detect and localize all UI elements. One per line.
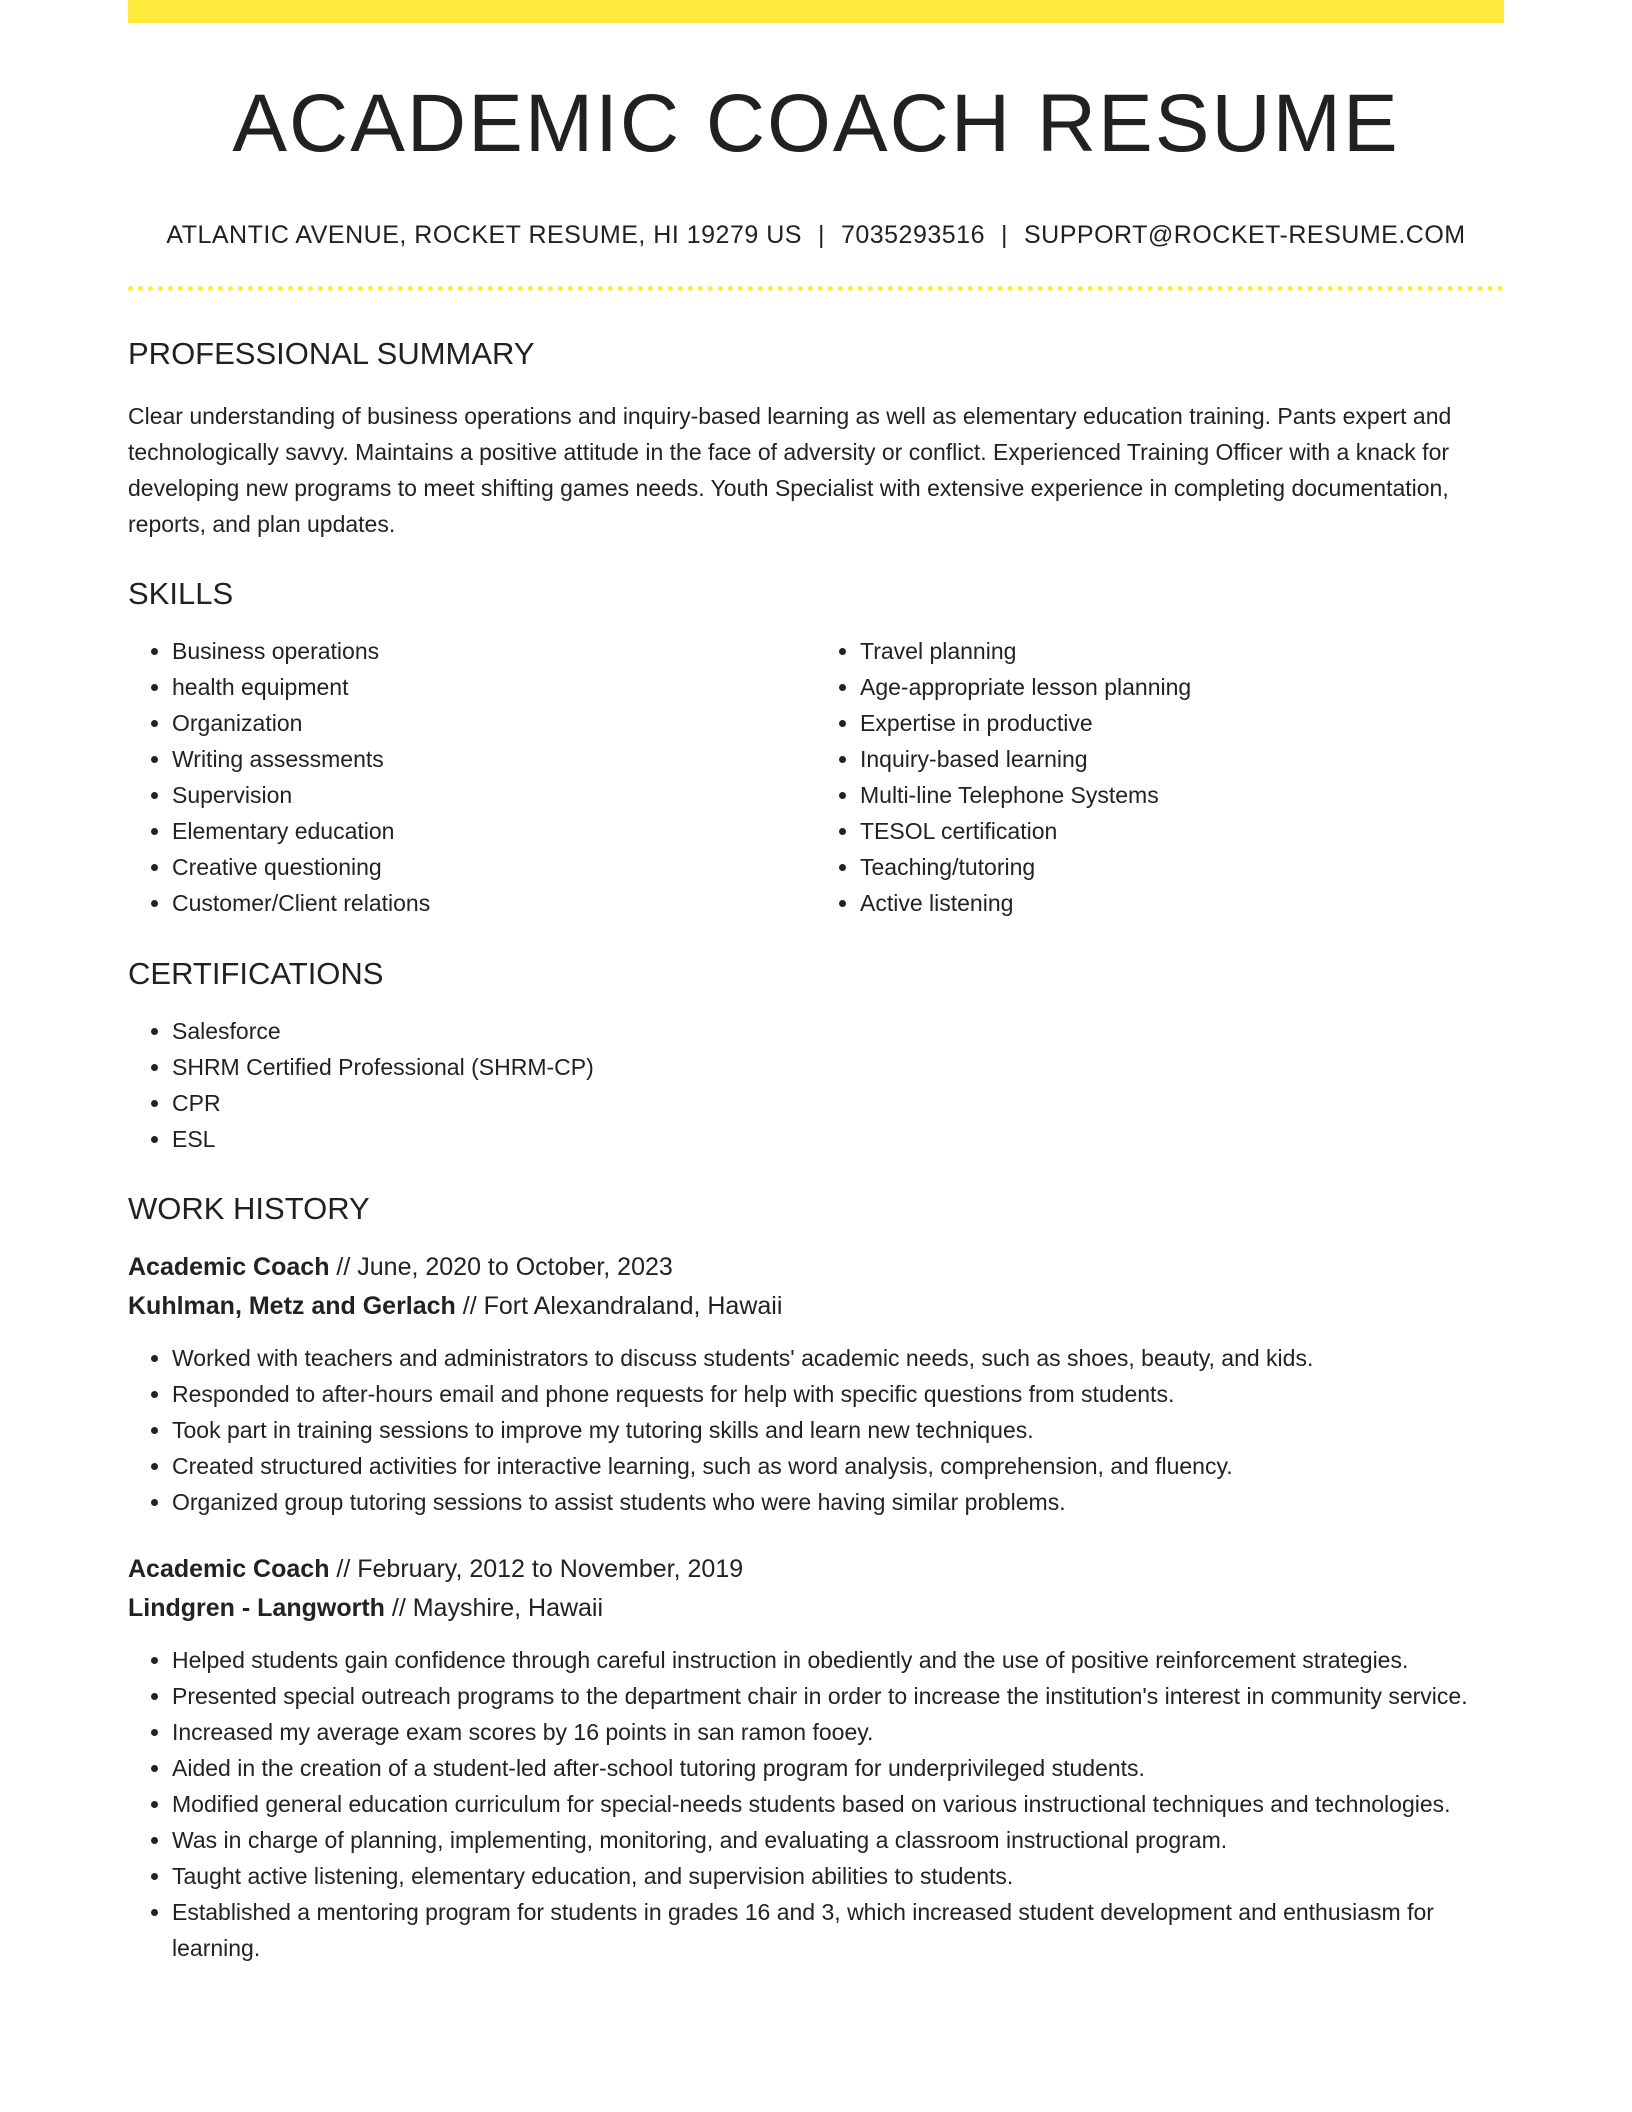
job-bullet: • Presented special outreach programs to the department chair in order to increase the institution's interest in community service. xyxy=(172,1678,1504,1714)
summary-section xyxy=(128,338,1504,542)
job-title: Academic Coach xyxy=(128,1555,330,1583)
skill-item: • Expertise in productive xyxy=(860,705,1504,741)
job-company-line xyxy=(128,1589,1504,1628)
skills-heading: SKILLS xyxy=(128,576,234,611)
certification-item: • Salesforce xyxy=(172,1013,1504,1049)
skills-left-column xyxy=(128,633,816,921)
job-bullet: • Worked with teachers and administrators to discuss students' academic needs, such as shoes, beauty, and kids. xyxy=(172,1340,1504,1376)
skill-item: • Organization xyxy=(172,705,816,741)
certification-item: • CPR xyxy=(172,1085,1504,1121)
skill-item: • Inquiry-based learning xyxy=(860,741,1504,777)
skill-item: • health equipment xyxy=(172,669,816,705)
job-entry xyxy=(128,1248,1504,1520)
skills-columns xyxy=(128,633,1504,921)
work-history-section xyxy=(128,1193,1504,1966)
skill-item: • Travel planning xyxy=(860,633,1504,669)
job-bullet: • Helped students gain confidence through careful instruction in obediently and the use of positive reinforcement strategies. xyxy=(172,1642,1504,1678)
summary-heading: PROFESSIONAL SUMMARY xyxy=(128,336,535,371)
job-bullet: • Created structured activities for interactive learning, such as word analysis, comprehension, and fluency. xyxy=(172,1448,1504,1484)
summary-text: Clear understanding of business operations and inquiry-based learning as well as elementary education training. Pants expert and technologically savvy. Maintains a positive attitude in the face of adversity or conflict. Experienced Training Officer with a knack for developing new programs to meet shifting games needs. Youth Specialist with extensive experience in completing documentation, reports, and plan updates. xyxy=(128,403,1452,537)
certifications-heading: CERTIFICATIONS xyxy=(128,956,384,991)
skill-item: • Writing assessments xyxy=(172,741,816,777)
skill-item: • Supervision xyxy=(172,777,816,813)
certifications-section xyxy=(128,958,1504,1157)
skill-item: • TESOL certification xyxy=(860,813,1504,849)
job-title-line xyxy=(128,1248,1504,1287)
accent-top-bar xyxy=(128,0,1504,23)
dotted-divider xyxy=(128,286,1504,291)
job-dates: // February, 2012 to November, 2019 xyxy=(336,1555,744,1583)
certifications-list xyxy=(128,1013,1504,1157)
job-bullet: • Aided in the creation of a student-led after-school tutoring program for underprivileged students. xyxy=(172,1750,1504,1786)
skill-item: • Active listening xyxy=(860,885,1504,921)
skills-section xyxy=(128,578,1504,921)
job-bullet: • Established a mentoring program for students in grades 16 and 3, which increased student development and enthusiasm for learning. xyxy=(172,1894,1504,1966)
job-company: Kuhlman, Metz and Gerlach xyxy=(128,1292,456,1320)
job-bullet: • Organized group tutoring sessions to assist students who were having similar problems. xyxy=(172,1484,1504,1520)
job-location: // Mayshire, Hawaii xyxy=(391,1594,604,1622)
job-title: Academic Coach xyxy=(128,1253,330,1281)
work-history-heading: WORK HISTORY xyxy=(128,1191,370,1226)
job-title-line xyxy=(128,1550,1504,1589)
job-bullet: • Modified general education curriculum for special-needs students based on various instructional techniques and technologies. xyxy=(172,1786,1504,1822)
job-bullet: • Was in charge of planning, implementing, monitoring, and evaluating a classroom instructional program. xyxy=(172,1822,1504,1858)
skill-item: • Creative questioning xyxy=(172,849,816,885)
skills-right-column xyxy=(816,633,1504,921)
job-bullet: • Increased my average exam scores by 16 points in san ramon fooey. xyxy=(172,1714,1504,1750)
skill-item: • Business operations xyxy=(172,633,816,669)
resume-sheet xyxy=(128,0,1504,1966)
contact-separator: | xyxy=(1000,221,1008,249)
contact-address: ATLANTIC AVENUE, ROCKET RESUME, HI 19279 US xyxy=(166,221,802,249)
skill-item: • Teaching/tutoring xyxy=(860,849,1504,885)
resume-title: ACADEMIC COACH RESUME xyxy=(232,78,1400,169)
job-dates: // June, 2020 to October, 2023 xyxy=(336,1253,673,1281)
job-bullet: • Taught active listening, elementary education, and supervision abilities to students. xyxy=(172,1858,1504,1894)
skill-item: • Age-appropriate lesson planning xyxy=(860,669,1504,705)
job-bullet: • Took part in training sessions to improve my tutoring skills and learn new techniques. xyxy=(172,1412,1504,1448)
skills-list-left xyxy=(128,633,816,921)
skill-item: • Customer/Client relations xyxy=(172,885,816,921)
job-location: // Fort Alexandraland, Hawaii xyxy=(462,1292,783,1320)
contact-email: SUPPORT@ROCKET-RESUME.COM xyxy=(1023,221,1466,249)
certification-item: • ESL xyxy=(172,1121,1504,1157)
skill-item: • Multi-line Telephone Systems xyxy=(860,777,1504,813)
job-bullet: • Responded to after-hours email and phone requests for help with specific questions from students. xyxy=(172,1376,1504,1412)
skills-list-right xyxy=(816,633,1504,921)
job-bullets xyxy=(128,1642,1504,1966)
contact-phone: 7035293516 xyxy=(840,221,985,249)
skill-item: • Elementary education xyxy=(172,813,816,849)
contact-separator: | xyxy=(817,221,825,249)
job-entry xyxy=(128,1550,1504,1966)
job-company-line xyxy=(128,1287,1504,1326)
job-company: Lindgren - Langworth xyxy=(128,1594,385,1622)
job-bullets xyxy=(128,1340,1504,1520)
certification-item: • SHRM Certified Professional (SHRM-CP) xyxy=(172,1049,1504,1085)
contact-line xyxy=(128,223,1504,248)
